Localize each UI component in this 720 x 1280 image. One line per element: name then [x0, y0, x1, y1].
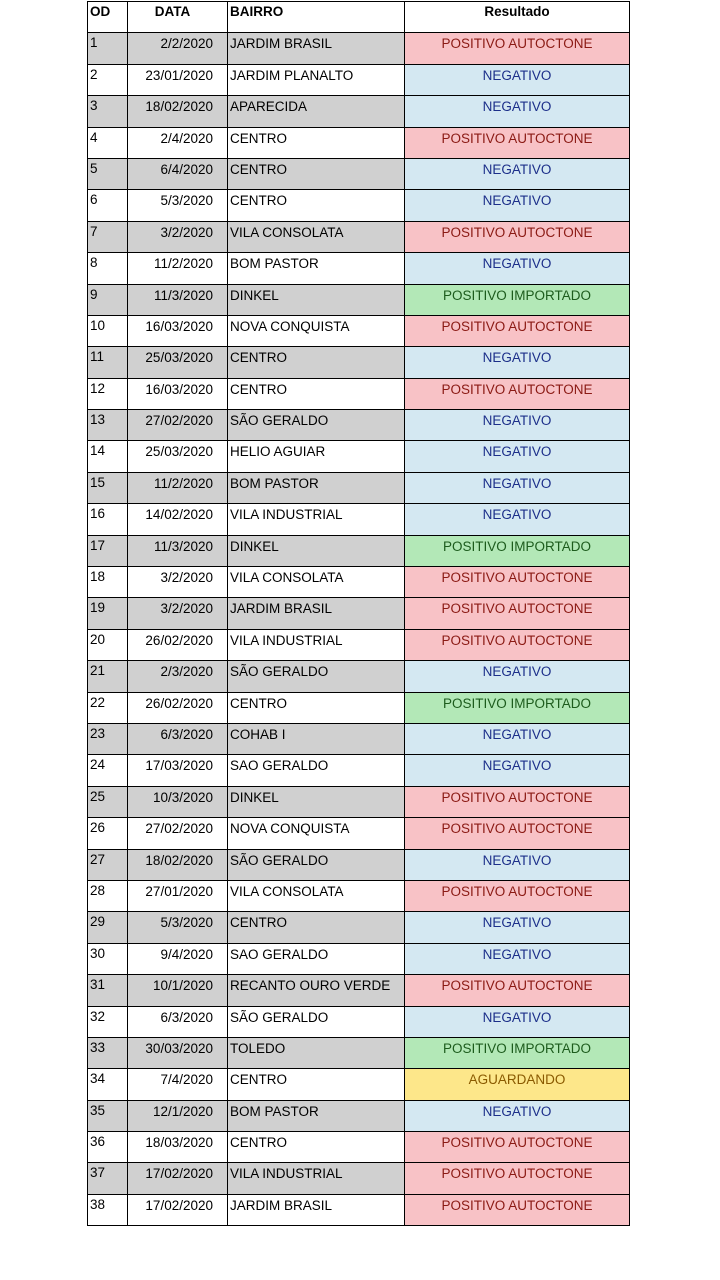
date-cell: 6/4/2020	[128, 158, 228, 189]
table-row	[88, 755, 630, 786]
od-cell: 24	[88, 755, 128, 786]
result-cell: AGUARDANDO	[405, 1069, 630, 1100]
od-cell: 37	[88, 1163, 128, 1194]
result-cell: NEGATIVO	[405, 723, 630, 754]
bairro-cell: BOM PASTOR	[228, 253, 405, 284]
table-row	[88, 723, 630, 754]
bairro-cell: CENTRO	[228, 1069, 405, 1100]
date-cell: 12/1/2020	[128, 1100, 228, 1131]
table-row	[88, 1006, 630, 1037]
od-cell: 10	[88, 315, 128, 346]
header-od: OD	[88, 2, 128, 33]
date-cell: 27/01/2020	[128, 880, 228, 911]
header-bairro: BAIRRO	[228, 2, 405, 33]
date-cell: 17/02/2020	[128, 1163, 228, 1194]
bairro-cell: TOLEDO	[228, 1037, 405, 1068]
table-row	[88, 849, 630, 880]
result-cell: POSITIVO IMPORTADO	[405, 1037, 630, 1068]
result-cell: NEGATIVO	[405, 158, 630, 189]
od-cell: 31	[88, 975, 128, 1006]
result-cell: NEGATIVO	[405, 64, 630, 95]
result-cell: POSITIVO AUTOCTONE	[405, 567, 630, 598]
date-cell: 18/02/2020	[128, 849, 228, 880]
od-cell: 11	[88, 347, 128, 378]
od-cell: 16	[88, 504, 128, 535]
results-sheet	[87, 1, 630, 1226]
od-cell: 34	[88, 1069, 128, 1100]
date-cell: 3/2/2020	[128, 567, 228, 598]
date-cell: 2/4/2020	[128, 127, 228, 158]
table-row	[88, 661, 630, 692]
result-cell: POSITIVO AUTOCTONE	[405, 1163, 630, 1194]
table-row	[88, 190, 630, 221]
result-cell: POSITIVO AUTOCTONE	[405, 221, 630, 252]
od-cell: 25	[88, 786, 128, 817]
date-cell: 3/2/2020	[128, 221, 228, 252]
date-cell: 16/03/2020	[128, 315, 228, 346]
table-row	[88, 378, 630, 409]
date-cell: 26/02/2020	[128, 629, 228, 660]
bairro-cell: DINKEL	[228, 786, 405, 817]
date-cell: 9/4/2020	[128, 943, 228, 974]
od-cell: 7	[88, 221, 128, 252]
od-cell: 38	[88, 1194, 128, 1225]
result-cell: NEGATIVO	[405, 441, 630, 472]
od-cell: 13	[88, 410, 128, 441]
od-cell: 29	[88, 912, 128, 943]
header-row	[88, 2, 630, 33]
date-cell: 10/3/2020	[128, 786, 228, 817]
result-cell: POSITIVO AUTOCTONE	[405, 378, 630, 409]
table-row	[88, 943, 630, 974]
bairro-cell: VILA INDUSTRIAL	[228, 504, 405, 535]
od-cell: 3	[88, 96, 128, 127]
od-cell: 33	[88, 1037, 128, 1068]
od-cell: 32	[88, 1006, 128, 1037]
bairro-cell: JARDIM BRASIL	[228, 598, 405, 629]
bairro-cell: NOVA CONQUISTA	[228, 818, 405, 849]
result-cell: POSITIVO AUTOCTONE	[405, 33, 630, 64]
bairro-cell: CENTRO	[228, 692, 405, 723]
date-cell: 11/2/2020	[128, 253, 228, 284]
bairro-cell: CENTRO	[228, 1132, 405, 1163]
table-row	[88, 441, 630, 472]
od-cell: 15	[88, 472, 128, 503]
result-cell: NEGATIVO	[405, 912, 630, 943]
table-row	[88, 1100, 630, 1131]
date-cell: 10/1/2020	[128, 975, 228, 1006]
od-cell: 1	[88, 33, 128, 64]
table-row	[88, 912, 630, 943]
date-cell: 2/3/2020	[128, 661, 228, 692]
od-cell: 9	[88, 284, 128, 315]
bairro-cell: CENTRO	[228, 378, 405, 409]
result-cell: NEGATIVO	[405, 253, 630, 284]
result-cell: NEGATIVO	[405, 96, 630, 127]
result-cell: POSITIVO AUTOCTONE	[405, 1132, 630, 1163]
bairro-cell: RECANTO OURO VERDE	[228, 975, 405, 1006]
bairro-cell: CENTRO	[228, 127, 405, 158]
od-cell: 17	[88, 535, 128, 566]
result-cell: NEGATIVO	[405, 190, 630, 221]
date-cell: 11/2/2020	[128, 472, 228, 503]
table-row	[88, 33, 630, 64]
bairro-cell: SÃO GERALDO	[228, 661, 405, 692]
od-cell: 20	[88, 629, 128, 660]
table-row	[88, 221, 630, 252]
od-cell: 28	[88, 880, 128, 911]
date-cell: 23/01/2020	[128, 64, 228, 95]
bairro-cell: COHAB I	[228, 723, 405, 754]
table-row	[88, 284, 630, 315]
bairro-cell: SAO GERALDO	[228, 755, 405, 786]
date-cell: 2/2/2020	[128, 33, 228, 64]
table-row	[88, 975, 630, 1006]
table-row	[88, 1069, 630, 1100]
result-cell: POSITIVO AUTOCTONE	[405, 315, 630, 346]
bairro-cell: SAO GERALDO	[228, 943, 405, 974]
result-cell: POSITIVO AUTOCTONE	[405, 1194, 630, 1225]
bairro-cell: SÃO GERALDO	[228, 1006, 405, 1037]
table-row	[88, 880, 630, 911]
result-cell: NEGATIVO	[405, 472, 630, 503]
bairro-cell: SÃO GERALDO	[228, 849, 405, 880]
table-row	[88, 127, 630, 158]
date-cell: 16/03/2020	[128, 378, 228, 409]
table-body	[88, 33, 630, 1226]
date-cell: 27/02/2020	[128, 410, 228, 441]
bairro-cell: VILA CONSOLATA	[228, 221, 405, 252]
result-cell: POSITIVO AUTOCTONE	[405, 786, 630, 817]
od-cell: 5	[88, 158, 128, 189]
result-cell: NEGATIVO	[405, 1006, 630, 1037]
od-cell: 27	[88, 849, 128, 880]
result-cell: NEGATIVO	[405, 347, 630, 378]
result-cell: NEGATIVO	[405, 661, 630, 692]
result-cell: POSITIVO IMPORTADO	[405, 284, 630, 315]
bairro-cell: APARECIDA	[228, 96, 405, 127]
date-cell: 7/4/2020	[128, 1069, 228, 1100]
result-cell: POSITIVO AUTOCTONE	[405, 629, 630, 660]
date-cell: 14/02/2020	[128, 504, 228, 535]
table-row	[88, 629, 630, 660]
date-cell: 6/3/2020	[128, 1006, 228, 1037]
result-cell: POSITIVO AUTOCTONE	[405, 880, 630, 911]
bairro-cell: BOM PASTOR	[228, 472, 405, 503]
bairro-cell: CENTRO	[228, 190, 405, 221]
table-row	[88, 1163, 630, 1194]
od-cell: 4	[88, 127, 128, 158]
table-row	[88, 567, 630, 598]
result-cell: NEGATIVO	[405, 410, 630, 441]
date-cell: 18/02/2020	[128, 96, 228, 127]
bairro-cell: CENTRO	[228, 158, 405, 189]
bairro-cell: NOVA CONQUISTA	[228, 315, 405, 346]
results-table	[87, 1, 630, 1226]
od-cell: 22	[88, 692, 128, 723]
result-cell: POSITIVO AUTOCTONE	[405, 127, 630, 158]
table-row	[88, 158, 630, 189]
od-cell: 21	[88, 661, 128, 692]
bairro-cell: CENTRO	[228, 912, 405, 943]
date-cell: 3/2/2020	[128, 598, 228, 629]
date-cell: 18/03/2020	[128, 1132, 228, 1163]
bairro-cell: CENTRO	[228, 347, 405, 378]
table-row	[88, 818, 630, 849]
result-cell: POSITIVO AUTOCTONE	[405, 598, 630, 629]
result-cell: NEGATIVO	[405, 1100, 630, 1131]
od-cell: 8	[88, 253, 128, 284]
od-cell: 36	[88, 1132, 128, 1163]
date-cell: 30/03/2020	[128, 1037, 228, 1068]
date-cell: 25/03/2020	[128, 347, 228, 378]
bairro-cell: DINKEL	[228, 535, 405, 566]
table-row	[88, 253, 630, 284]
od-cell: 19	[88, 598, 128, 629]
header-data: DATA	[128, 2, 228, 33]
table-row	[88, 96, 630, 127]
bairro-cell: JARDIM BRASIL	[228, 33, 405, 64]
od-cell: 26	[88, 818, 128, 849]
table-row	[88, 347, 630, 378]
table-row	[88, 315, 630, 346]
table-row	[88, 598, 630, 629]
table-row	[88, 472, 630, 503]
table-row	[88, 1132, 630, 1163]
result-cell: POSITIVO AUTOCTONE	[405, 975, 630, 1006]
od-cell: 30	[88, 943, 128, 974]
od-cell: 18	[88, 567, 128, 598]
date-cell: 25/03/2020	[128, 441, 228, 472]
result-cell: POSITIVO IMPORTADO	[405, 535, 630, 566]
result-cell: NEGATIVO	[405, 755, 630, 786]
table-row	[88, 504, 630, 535]
bairro-cell: DINKEL	[228, 284, 405, 315]
result-cell: NEGATIVO	[405, 943, 630, 974]
date-cell: 11/3/2020	[128, 535, 228, 566]
date-cell: 17/02/2020	[128, 1194, 228, 1225]
date-cell: 17/03/2020	[128, 755, 228, 786]
bairro-cell: VILA INDUSTRIAL	[228, 1163, 405, 1194]
od-cell: 14	[88, 441, 128, 472]
bairro-cell: VILA INDUSTRIAL	[228, 629, 405, 660]
table-row	[88, 535, 630, 566]
bairro-cell: BOM PASTOR	[228, 1100, 405, 1131]
table-row	[88, 1194, 630, 1225]
date-cell: 27/02/2020	[128, 818, 228, 849]
table-row	[88, 692, 630, 723]
result-cell: POSITIVO AUTOCTONE	[405, 818, 630, 849]
bairro-cell: JARDIM BRASIL	[228, 1194, 405, 1225]
result-cell: NEGATIVO	[405, 849, 630, 880]
table-row	[88, 786, 630, 817]
bairro-cell: VILA CONSOLATA	[228, 567, 405, 598]
od-cell: 35	[88, 1100, 128, 1131]
od-cell: 12	[88, 378, 128, 409]
date-cell: 5/3/2020	[128, 912, 228, 943]
table-row	[88, 64, 630, 95]
od-cell: 23	[88, 723, 128, 754]
bairro-cell: HELIO AGUIAR	[228, 441, 405, 472]
table-row	[88, 410, 630, 441]
header-resultado: Resultado	[405, 2, 630, 33]
result-cell: POSITIVO IMPORTADO	[405, 692, 630, 723]
result-cell: NEGATIVO	[405, 504, 630, 535]
date-cell: 5/3/2020	[128, 190, 228, 221]
bairro-cell: VILA CONSOLATA	[228, 880, 405, 911]
od-cell: 2	[88, 64, 128, 95]
table-row	[88, 1037, 630, 1068]
od-cell: 6	[88, 190, 128, 221]
date-cell: 11/3/2020	[128, 284, 228, 315]
date-cell: 26/02/2020	[128, 692, 228, 723]
bairro-cell: JARDIM PLANALTO	[228, 64, 405, 95]
bairro-cell: SÃO GERALDO	[228, 410, 405, 441]
date-cell: 6/3/2020	[128, 723, 228, 754]
